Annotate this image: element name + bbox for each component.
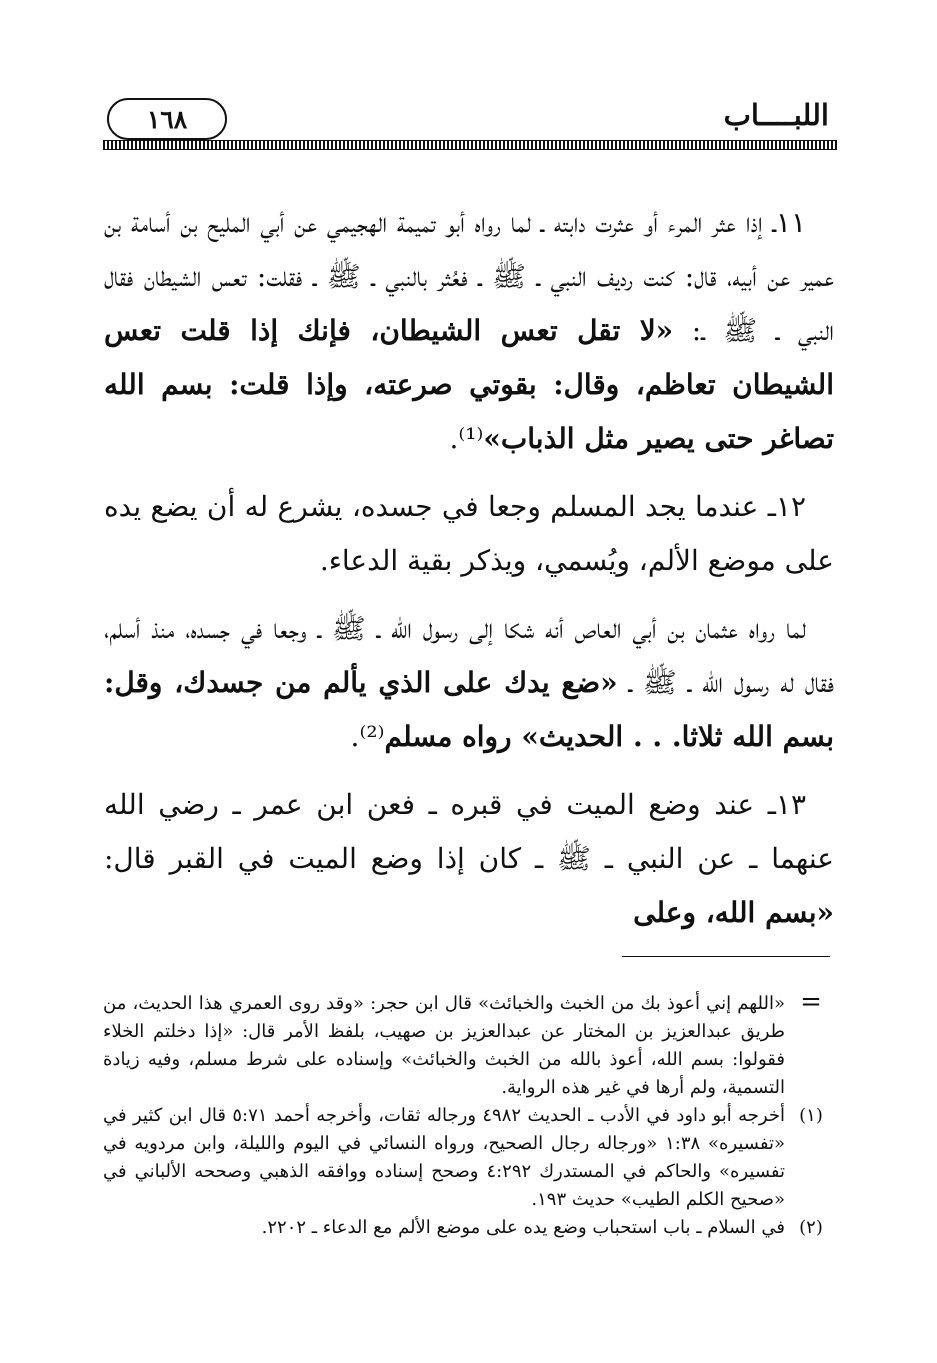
hadith-quote-13: «بسم الله، وعلى [633,896,834,929]
footnote-continuation-text: «اللهم إني أعوذ بك من الخبث والخبائث» قال ابن حجر: «وقد روى العمري هذا الحديث، من طريق عبدالعزيز بن المختار عن عبدالعزيز بن صهيب، بلفظ الأمر قال: «إذا دخلتم الخلاء فقولوا: بسم الله، أعوذ بالله من الخبث والخبائث» وإسناده على شرط مسلم، وفيه زيادة التسمية، ولم أرها في غير هذه الرواية. [103,993,785,1098]
footnote-continuation [103,987,837,1102]
book-title: اللبــــاب [723,98,829,132]
continuation-marker: = [800,987,822,1017]
footnote-1-marker: (١) [799,1105,823,1126]
footnote-2 [103,1214,837,1242]
paragraph-13: ١٣ـ عند وضع الميت في قبره ـ فعن ابن عمر ـ رضي الله عنهما ـ عن النبي ـ ﷺ ـ كان إذا وضع الميت في القبر قال: «بسم الله، وعلى [104,788,834,929]
footnote-ref-2: ⁽²⁾. [350,720,385,753]
paragraph-12-evidence: لما رواه عثمان بن أبي العاص أنه شكا إلى رسول الله ـ ﷺ ـ وجعا في جسده، منذ أسلم، فقال له رسول الله ـ ﷺ ـ «ضع يدك على الذي يألم من جسدك، وقل: بسم الله ثلاثا. . . الحديث» رواه مسلم⁽²⁾. [104,612,835,753]
footnotes [103,987,837,1242]
page-number-badge [107,98,227,140]
footnote-separator [622,956,830,957]
hadith-quote-11: «لا تقل تعس الشيطان، فإنك إذا قلت تعس الشيطان تعاظم، وقال: بقوتي صرعته، وإذا قلت: بسم الله تصاغر حتى يصير مثل الذباب» [104,314,834,455]
footnote-2-text: في السلام ـ باب استحباب وضع يده على موضع الألم مع الدعاء ـ ٢٢٠٢. [261,1217,785,1238]
footnote-1-text: أخرجه أبو داود في الأدب ـ الحديث ٤٩٨٢ ورجاله ثقات، وأخرجه أحمد ٥:٧١ قال ابن كثير في «تفسيره» ١:٣٨ «ورجاله رجال الصحيح، ورواه النسائي في اليوم والليلة، وابن مردويه في تفسيره» والحاكم في المستدرك ٤:٢٩٢ وصحح إسناده ووافقه الذهبي وصححه الألباني في «صحيح الكلم الطيب» حديث ١٩٣. [103,1105,785,1210]
header-rule [103,140,837,150]
footnote-1 [103,1102,837,1214]
page-number: ١٦٨ [146,104,188,134]
footnote-ref-1: ⁽¹⁾. [449,422,484,455]
page-header [0,88,937,150]
paragraph-12: ١٢ـ عندما يجد المسلم وجعا في جسده، يشرع له أن يضع يده على موضع الألم، ويُسمي، ويذكر بقية الدعاء. [104,490,834,577]
paragraph-11: ١١ـ إذا عثر المرء أو عثرت دابته ـ لما رواه أبو تميمة الهجيمي عن أبي المليح بن أسامة بن عمير عن أبيه، قال: كنت رديف النبي ـ ﷺ ـ فعُثر بالنبي ـ ﷺ ـ فقلت: تعس الشيطان فقال النبي ـ ﷺ ـ: «لا تقل تعس الشيطان، فإنك إذا قلت تعس الشيطان تعاظم، وقال: بقوتي صرعته، وإذا قلت: بسم الله تصاغر حتى يصير مثل الذباب»⁽¹⁾. [104,206,834,455]
footnote-2-marker: (٢) [799,1217,823,1238]
hadith-quote-12: «ضع يدك على الذي يألم من جسدك، وقل: بسم الله ثلاثا. . . الحديث» رواه مسلم [104,666,834,753]
main-text [104,196,834,954]
